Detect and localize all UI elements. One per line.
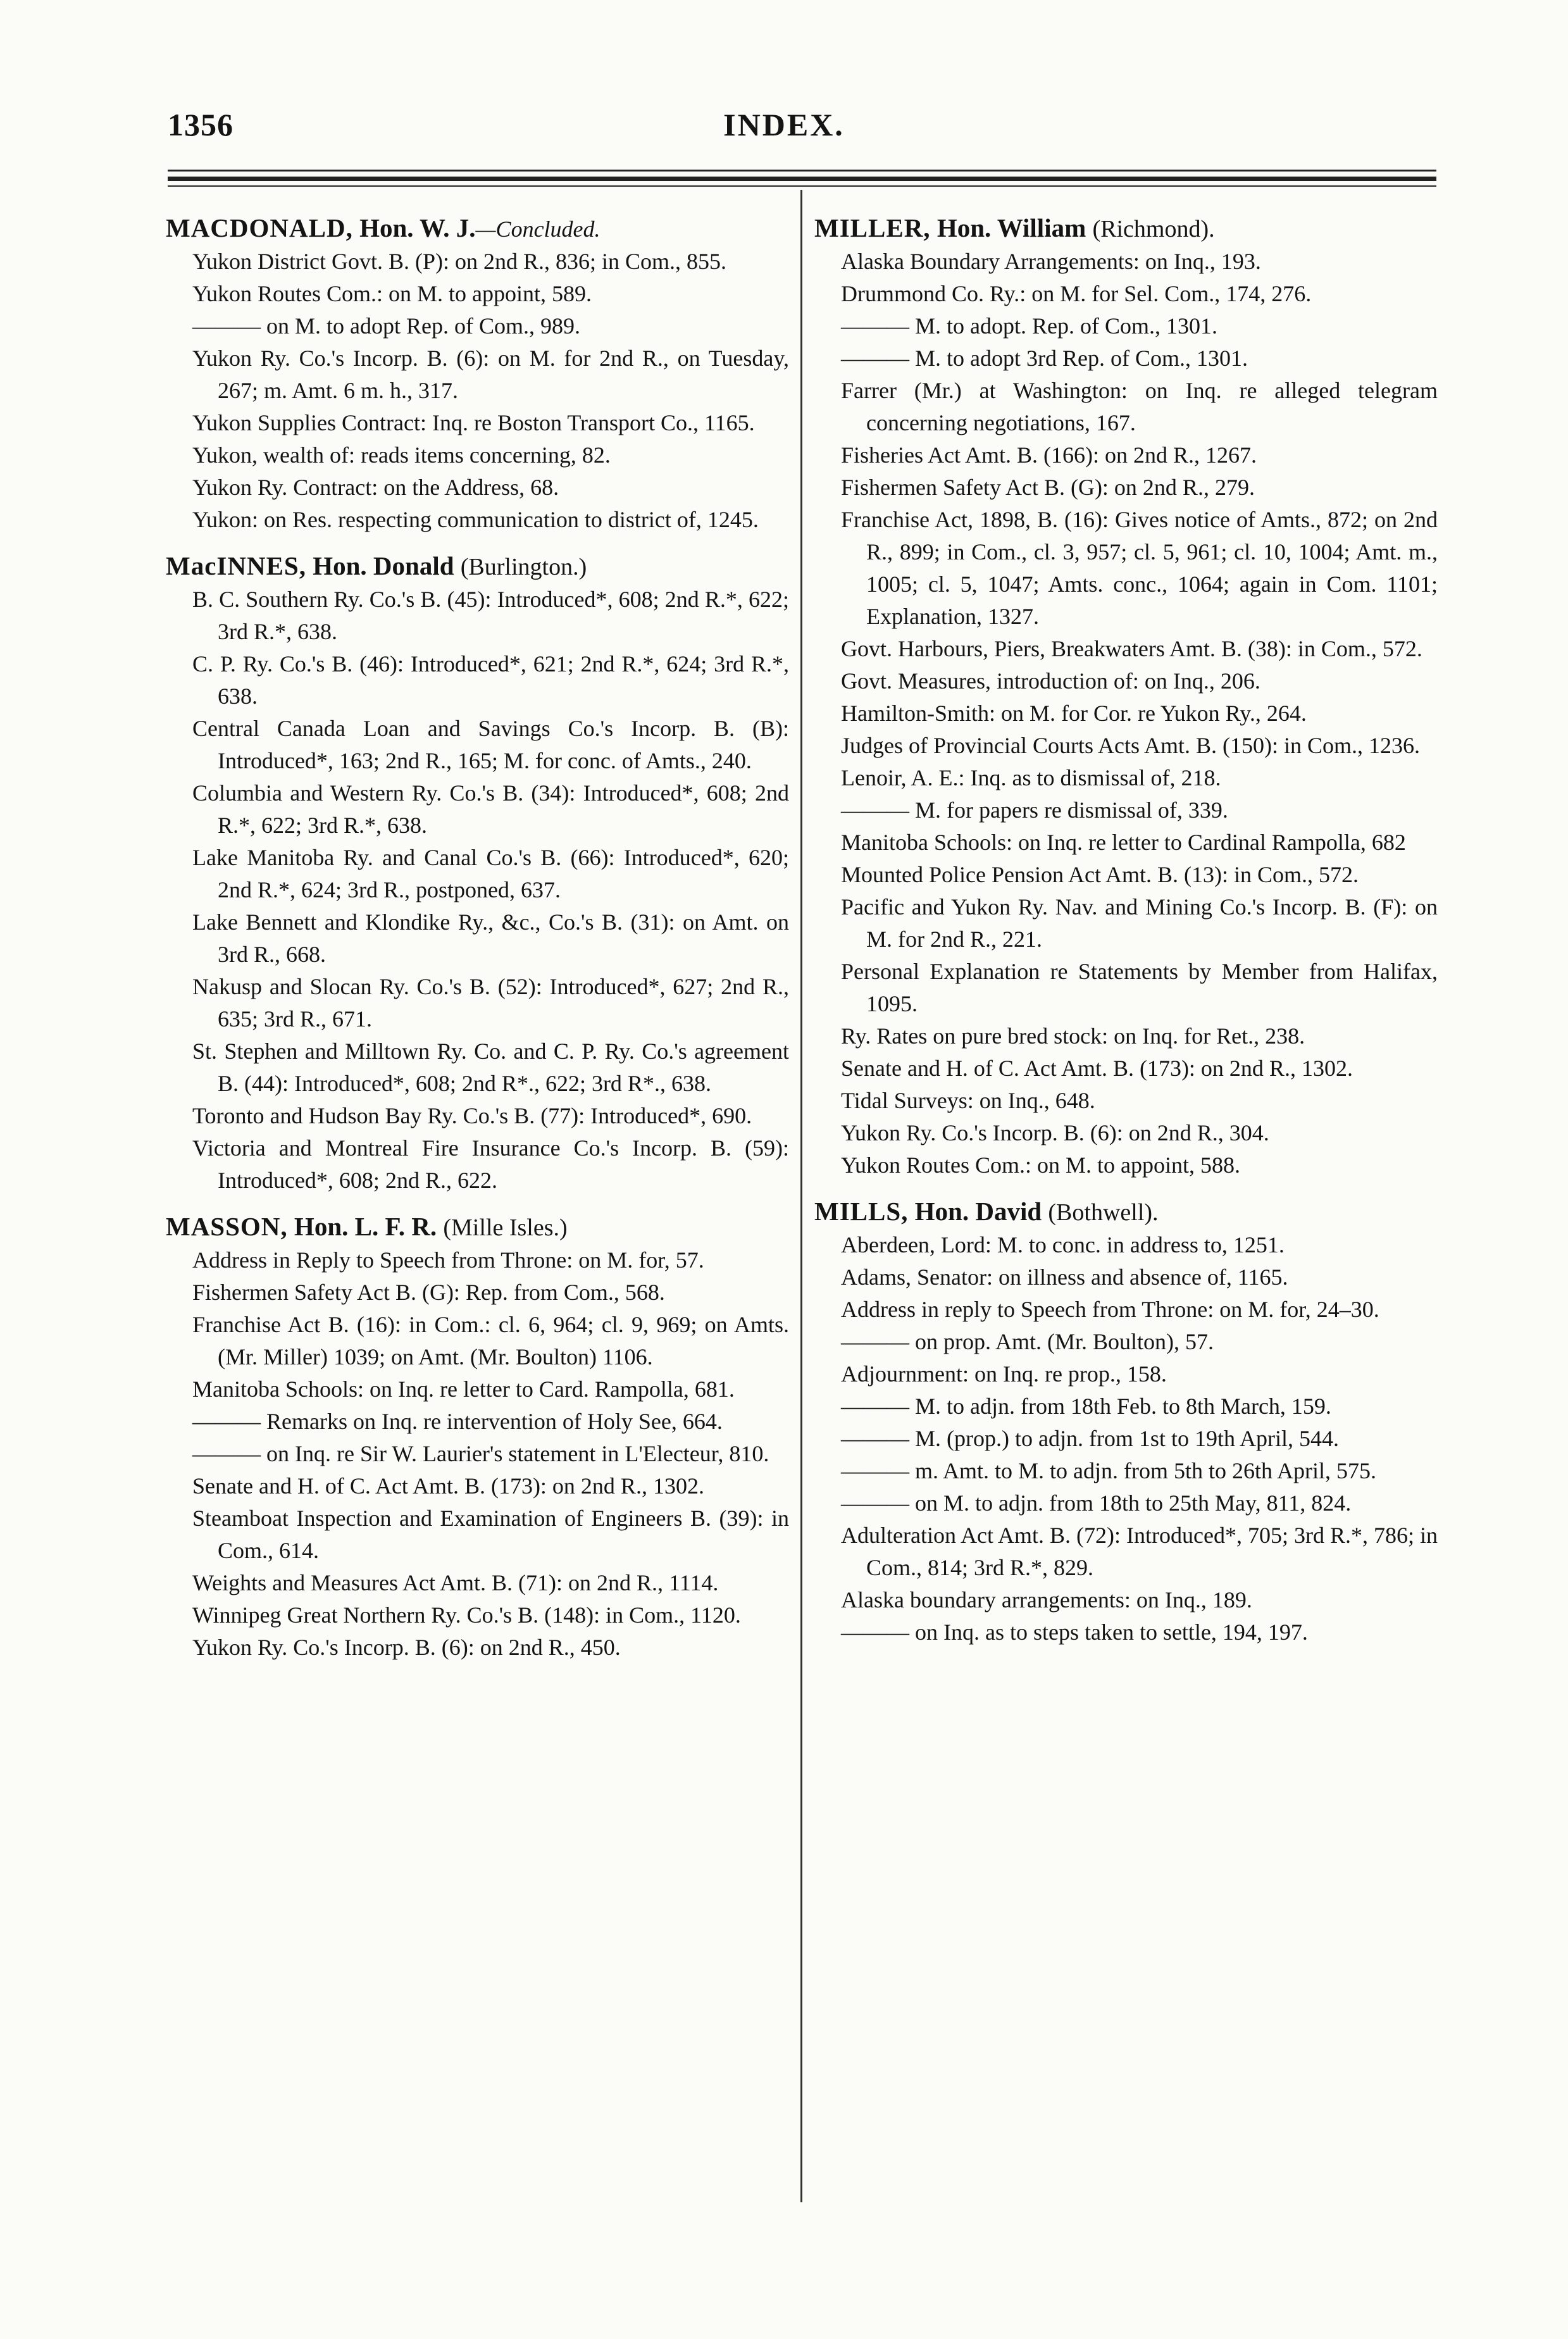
index-item: Victoria and Montreal Fire Insurance Co.'s Incorp. B. (59): Introduced*, 608; 2nd R., 622.: [192, 1135, 789, 1193]
entry-heading: [166, 550, 789, 583]
index-item: Address in Reply to Speech from Throne: on M. for, 57.: [192, 1247, 704, 1273]
member-riding: (Bothwell).: [1048, 1199, 1159, 1226]
index-item: ——— on Inq. as to steps taken to settle, 194, 197.: [841, 1619, 1308, 1645]
index-item: Fishermen Safety Act B. (G): Rep. from Com., 568.: [192, 1280, 665, 1305]
entry-heading: [166, 212, 789, 246]
header-rule-bottom: [168, 185, 1436, 187]
index-item: ——— on M. to adopt Rep. of Com., 989.: [192, 313, 580, 339]
index-item: Mounted Police Pension Act Amt. B. (13): in Com., 572.: [841, 862, 1359, 887]
index-item: Manitoba Schools: on Inq. re letter to Card. Rampolla, 681.: [192, 1376, 735, 1402]
index-item: Personal Explanation re Statements by Member from Halifax, 1095.: [841, 959, 1438, 1016]
page-number: 1356: [168, 107, 233, 142]
index-item: Weights and Measures Act Amt. B. (71): on 2nd R., 1114.: [192, 1570, 719, 1595]
index-item: Govt. Measures, introduction of: on Inq., 206.: [841, 668, 1260, 694]
index-item: Drummond Co. Ry.: on M. for Sel. Com., 174, 276.: [841, 281, 1312, 306]
index-item: Fishermen Safety Act B. (G): on 2nd R., 279.: [841, 475, 1255, 500]
member-name: Hon. W. J.: [359, 213, 476, 242]
index-item: Lenoir, A. E.: Inq. as to dismissal of, 218.: [841, 765, 1221, 790]
index-item: Yukon Ry. Co.'s Incorp. B. (6): on 2nd R., 450.: [192, 1635, 621, 1660]
index-item: Steamboat Inspection and Examination of Engineers B. (39): in Com., 614.: [192, 1506, 789, 1563]
index-item: Yukon Ry. Co.'s Incorp. B. (6): on M. for 2nd R., on Tuesday, 267; m. Amt. 6 m. h., 317.: [192, 346, 789, 403]
index-item: ——— m. Amt. to M. to adjn. from 5th to 26th April, 575.: [841, 1458, 1376, 1483]
member-name: Hon. David: [914, 1197, 1042, 1226]
index-item: ——— on M. to adjn. from 18th to 25th May, 811, 824.: [841, 1490, 1352, 1516]
index-entry: [166, 212, 789, 536]
index-item: Yukon Ry. Contract: on the Address, 68.: [192, 475, 559, 500]
index-entry: [166, 1211, 789, 1664]
right-column: [814, 212, 1438, 1662]
index-item: Toronto and Hudson Bay Ry. Co.'s B. (77): Introduced*, 690.: [192, 1103, 752, 1128]
header-rule-thick: [168, 177, 1436, 181]
left-column: [166, 212, 789, 1678]
index-item: Lake Manitoba Ry. and Canal Co.'s B. (66): Introduced*, 620; 2nd R.*, 624; 3rd R., postponed, 637.: [192, 845, 789, 902]
index-item: Franchise Act B. (16): in Com.: cl. 6, 964; cl. 9, 969; on Amts. (Mr. Miller) 1039; on Amt. (Mr. Boulton) 1106.: [192, 1312, 789, 1369]
index-item: Fisheries Act Amt. B. (166): on 2nd R., 1267.: [841, 442, 1257, 468]
index-item: Tidal Surveys: on Inq., 648.: [841, 1088, 1095, 1113]
index-item: Yukon Routes Com.: on M. to appoint, 589.: [192, 281, 592, 306]
index-item: Yukon: on Res. respecting communication to district of, 1245.: [192, 507, 759, 532]
index-item: Pacific and Yukon Ry. Nav. and Mining Co.'s Incorp. B. (F): on M. for 2nd R., 221.: [841, 894, 1438, 952]
index-item: St. Stephen and Milltown Ry. Co. and C. P. Ry. Co.'s agreement B. (44): Introduced*, 608; 2nd R*., 622; 3rd R*., 638.: [192, 1039, 789, 1096]
index-item: Yukon Routes Com.: on M. to appoint, 588.: [841, 1152, 1241, 1178]
member-riding: (Mille Isles.): [443, 1214, 568, 1241]
index-item: ——— on Inq. re Sir W. Laurier's statement in L'Electeur, 810.: [192, 1441, 769, 1466]
index-item: Columbia and Western Ry. Co.'s B. (34): Introduced*, 608; 2nd R.*, 622; 3rd R.*, 638.: [192, 780, 789, 838]
index-item: Farrer (Mr.) at Washington: on Inq. re alleged telegram concerning negotiations, 167.: [841, 378, 1438, 435]
index-item: Nakusp and Slocan Ry. Co.'s B. (52): Introduced*, 627; 2nd R., 635; 3rd R., 671.: [192, 974, 789, 1032]
member-surname: MILLER,: [814, 213, 931, 242]
index-item: B. C. Southern Ry. Co.'s B. (45): Introduced*, 608; 2nd R.*, 622; 3rd R.*, 638.: [192, 587, 789, 644]
index-entry: [814, 212, 1438, 1182]
index-item: Yukon Ry. Co.'s Incorp. B. (6): on 2nd R., 304.: [841, 1120, 1269, 1145]
member-riding: (Burlington.): [460, 554, 587, 580]
entry-heading: [814, 1195, 1438, 1229]
index-item: Alaska Boundary Arrangements: on Inq., 193.: [841, 249, 1261, 274]
index-item: Ry. Rates on pure bred stock: on Inq. for Ret., 238.: [841, 1023, 1305, 1049]
index-item: C. P. Ry. Co.'s B. (46): Introduced*, 621; 2nd R.*, 624; 3rd R.*, 638.: [192, 651, 789, 709]
member-riding: (Richmond).: [1092, 216, 1215, 242]
header-rule-thin: [168, 170, 1436, 172]
index-item: Manitoba Schools: on Inq. re letter to Cardinal Rampolla, 682: [841, 830, 1406, 855]
index-item: Yukon Supplies Contract: Inq. re Boston Transport Co., 1165.: [192, 410, 755, 435]
index-item: Yukon District Govt. B. (P): on 2nd R., 836; in Com., 855.: [192, 249, 727, 274]
index-item: Adulteration Act Amt. B. (72): Introduced*, 705; 3rd R.*, 786; in Com., 814; 3rd R.*, 829.: [841, 1523, 1438, 1580]
index-item: Alaska boundary arrangements: on Inq., 189.: [841, 1587, 1252, 1612]
index-item: Hamilton-Smith: on M. for Cor. re Yukon Ry., 264.: [841, 701, 1307, 726]
index-item: Aberdeen, Lord: M. to conc. in address to, 1251.: [841, 1232, 1285, 1257]
index-item: Lake Bennett and Klondike Ry., &c., Co.'s B. (31): on Amt. on 3rd R., 668.: [192, 909, 789, 967]
index-item: ——— on prop. Amt. (Mr. Boulton), 57.: [841, 1329, 1214, 1354]
index-item: Senate and H. of C. Act Amt. B. (173): on 2nd R., 1302.: [841, 1056, 1353, 1081]
index-item: Yukon, wealth of: reads items concerning, 82.: [192, 442, 611, 468]
entry-continuation: —Concluded.: [475, 216, 600, 242]
index-item: Judges of Provincial Courts Acts Amt. B. (150): in Com., 1236.: [841, 733, 1420, 758]
index-item: ——— M. (prop.) to adjn. from 1st to 19th April, 544.: [841, 1426, 1339, 1451]
index-item: ——— M. to adopt 3rd Rep. of Com., 1301.: [841, 346, 1248, 371]
index-entry: [166, 550, 789, 1197]
index-item: Adams, Senator: on illness and absence of, 1165.: [841, 1264, 1288, 1290]
member-surname: MACDONALD,: [166, 213, 353, 242]
index-item: Adjournment: on Inq. re prop., 158.: [841, 1361, 1167, 1387]
index-item: ——— M. to adjn. from 18th Feb. to 8th March, 159.: [841, 1394, 1331, 1419]
member-surname: MILLS,: [814, 1197, 909, 1226]
index-item: Winnipeg Great Northern Ry. Co.'s B. (148): in Com., 1120.: [192, 1602, 741, 1628]
member-name: Hon. Donald: [313, 551, 454, 580]
index-item: ——— Remarks on Inq. re intervention of Holy See, 664.: [192, 1409, 723, 1434]
index-item: Address in reply to Speech from Throne: on M. for, 24–30.: [841, 1297, 1379, 1322]
member-name: Hon. L. F. R.: [294, 1212, 437, 1241]
page-title: INDEX.: [723, 107, 845, 142]
index-item: Franchise Act, 1898, B. (16): Gives notice of Amts., 872; on 2nd R., 899; in Com., cl. 3, 957; cl. 5, 961; cl. 10, 1004; Amt. m., 1005; cl. 5, 1047; Amts. conc., 1064; again in Com. 1101; Explanation, 1327.: [841, 507, 1438, 629]
member-surname: MASSON,: [166, 1212, 288, 1241]
index-item: Central Canada Loan and Savings Co.'s Incorp. B. (B): Introduced*, 163; 2nd R., 165; M. for conc. of Amts., 240.: [192, 716, 789, 773]
index-item: ——— M. for papers re dismissal of, 339.: [841, 797, 1228, 823]
index-item: Senate and H. of C. Act Amt. B. (173): on 2nd R., 1302.: [192, 1473, 704, 1499]
column-divider: [800, 190, 802, 2202]
index-item: Govt. Harbours, Piers, Breakwaters Amt. B. (38): in Com., 572.: [841, 636, 1422, 661]
member-surname: MacINNES,: [166, 551, 306, 580]
index-entry: [814, 1195, 1438, 1649]
index-item: ——— M. to adopt. Rep. of Com., 1301.: [841, 313, 1217, 339]
entry-heading: [814, 212, 1438, 246]
member-name: Hon. William: [936, 213, 1086, 242]
entry-heading: [166, 1211, 789, 1244]
